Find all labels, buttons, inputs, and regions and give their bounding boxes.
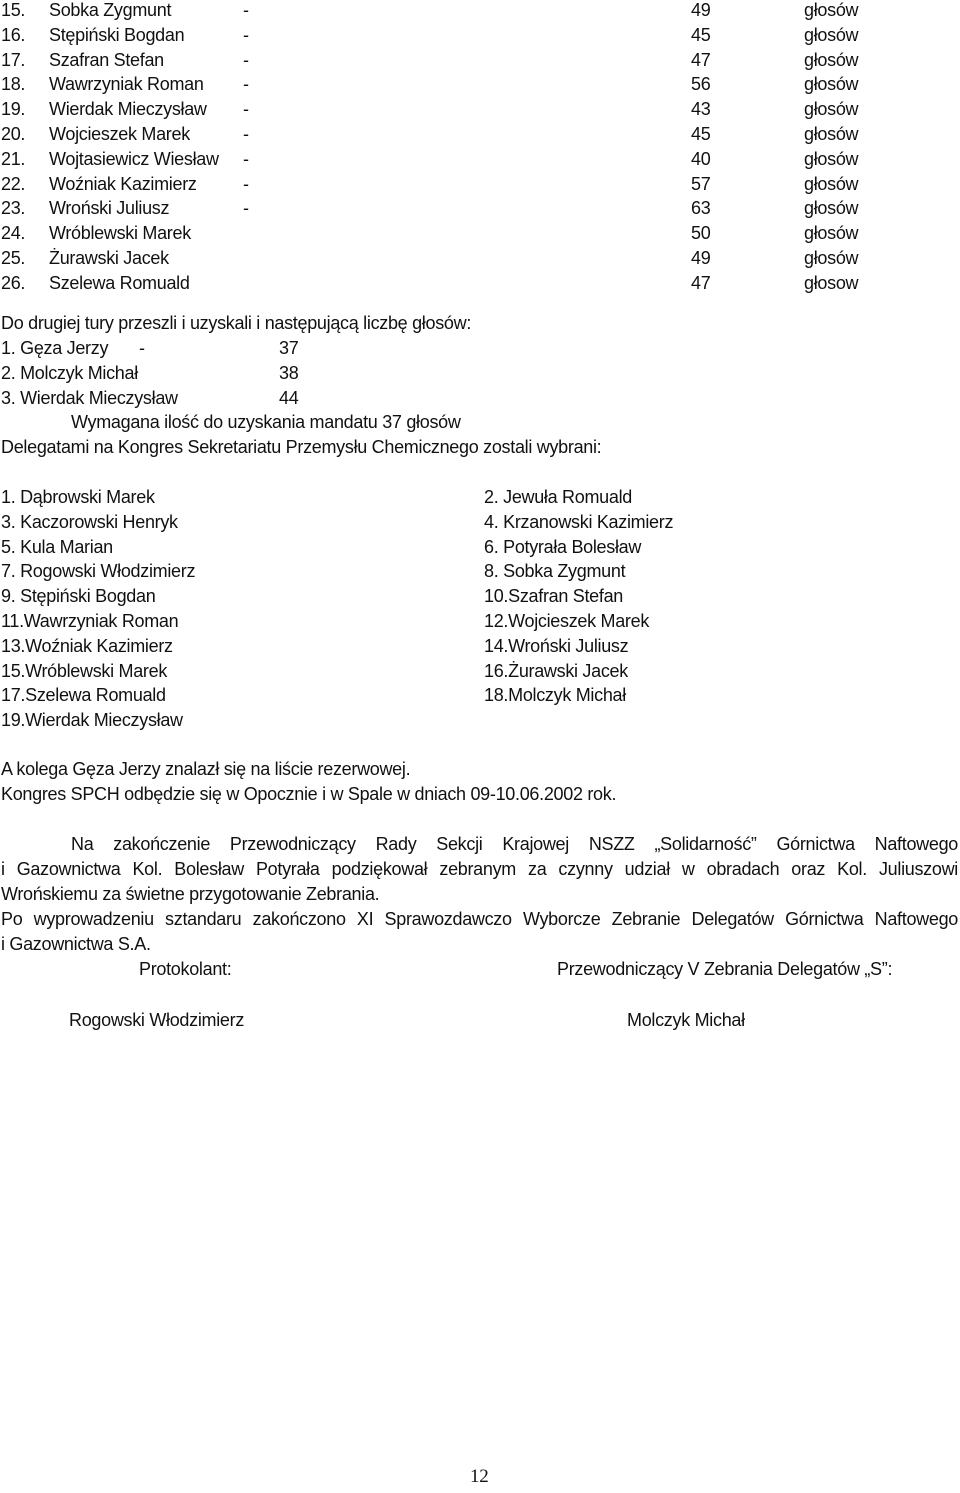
page-number: 12 xyxy=(470,1466,489,1487)
delegate-list-item: 6. Potyrała Bolesław xyxy=(484,536,642,557)
result-votes: 50 xyxy=(691,223,711,244)
delegate-list-item: 19.Wierdak Mieczysław xyxy=(1,710,183,731)
delegate-list-item: 2. Jewuła Romuald xyxy=(484,487,632,507)
result-votes-word: głosów xyxy=(804,173,859,194)
delegate-list-item: 7. Rogowski Włodzimierz xyxy=(1,561,196,582)
result-row xyxy=(0,74,960,99)
result-votes: 47 xyxy=(691,49,711,70)
result-row xyxy=(0,223,960,248)
result-votes-word: głosów xyxy=(804,49,859,70)
result-row xyxy=(0,50,960,75)
result-dash: - xyxy=(243,148,249,169)
second-round-votes: 38 xyxy=(279,362,299,383)
result-row xyxy=(0,198,960,223)
result-votes: 49 xyxy=(691,0,711,20)
second-round-name: 1. Gęza Jerzy xyxy=(1,338,109,358)
result-number: 24. xyxy=(1,223,26,244)
result-dash: - xyxy=(243,49,249,70)
result-dash: - xyxy=(243,198,249,219)
result-name: Wróblewski Marek xyxy=(49,223,191,244)
second-round-name: 2. Molczyk Michał xyxy=(1,362,138,383)
result-votes-word: głosów xyxy=(804,248,859,268)
delegate-list-item: 13.Woźniak Kazimierz xyxy=(1,635,173,656)
delegate-list-item: 14.Wroński Juliusz xyxy=(484,635,629,656)
reserve-note: A kolega Gęza Jerzy znalazł się na liście rezerwowej. xyxy=(1,759,411,779)
result-votes: 63 xyxy=(691,198,711,219)
result-number: 23. xyxy=(1,198,26,219)
result-number: 18. xyxy=(1,74,26,95)
result-votes: 47 xyxy=(691,272,711,293)
delegate-list-item: 5. Kula Marian xyxy=(1,536,113,557)
chairman-title: Przewodniczący V Zebrania Delegatów „S”: xyxy=(557,959,893,979)
result-votes-word: głosów xyxy=(804,99,859,120)
result-votes-word: głosów xyxy=(804,74,859,95)
result-votes-word: głosów xyxy=(804,0,859,20)
second-round-row xyxy=(0,338,960,363)
result-name: Wierdak Mieczysław xyxy=(49,99,207,120)
result-row xyxy=(0,99,960,124)
congress-note: Kongres SPCH odbędzie się w Opocznie i w Spale w dniach 09-10.06.2002 rok. xyxy=(1,784,617,804)
result-number: 17. xyxy=(1,49,26,70)
delegate-list-item: 8. Sobka Zygmunt xyxy=(484,561,626,582)
result-votes: 45 xyxy=(691,24,711,45)
delegate-list-item: 16.Żurawski Jacek xyxy=(484,660,628,681)
result-row xyxy=(0,124,960,149)
result-votes: 40 xyxy=(691,148,711,169)
result-votes: 56 xyxy=(691,74,711,95)
result-votes-word: głosów xyxy=(804,223,859,244)
result-dash: - xyxy=(243,24,249,45)
second-round-dash: - xyxy=(139,338,145,358)
result-votes-word: głosów xyxy=(804,124,859,144)
result-row xyxy=(0,149,960,174)
delegate-list-item: 12.Wojcieszek Marek xyxy=(484,611,650,631)
result-name: Wawrzyniak Roman xyxy=(49,74,204,95)
result-votes-word: głosów xyxy=(804,198,859,219)
second-round-row xyxy=(0,363,960,388)
result-name: Wroński Juliusz xyxy=(49,198,170,219)
protocol-writer-name: Rogowski Włodzimierz xyxy=(69,1010,245,1030)
closing-line-2: i Gazownictwa Kol. Bolesław Potyrała podziękował zebranym za czynny udział w obradach oraz Kol. Juliuszowi xyxy=(1,859,958,879)
result-name: Stępiński Bogdan xyxy=(49,24,185,45)
result-dash: - xyxy=(243,173,249,194)
second-round-votes: 37 xyxy=(279,338,299,358)
result-name: Szelewa Romuald xyxy=(49,272,190,293)
delegate-list-item: 15.Wróblewski Marek xyxy=(1,660,168,681)
delegate-list-item: 9. Stępiński Bogdan xyxy=(1,586,156,607)
result-name: Szafran Stefan xyxy=(49,49,164,70)
elected-intro: Delegatami na Kongres Sekretariatu Przemysłu Chemicznego zostali wybrani: xyxy=(1,437,602,457)
delegate-list-item: 11.Wawrzyniak Roman xyxy=(1,611,179,631)
result-dash: - xyxy=(243,124,249,144)
second-round-votes: 44 xyxy=(279,387,299,408)
result-number: 25. xyxy=(1,248,26,268)
second-round-intro: Do drugiej tury przeszli i uzyskali i następującą liczbę głosów: xyxy=(1,313,472,333)
result-row xyxy=(0,248,960,273)
result-row xyxy=(0,0,960,25)
result-votes-word: głosow xyxy=(804,272,859,293)
result-votes: 45 xyxy=(691,124,711,144)
delegate-list-item: 3. Kaczorowski Henryk xyxy=(1,511,178,532)
delegate-list-item: 4. Krzanowski Kazimierz xyxy=(484,511,674,532)
result-votes-word: głosów xyxy=(804,24,859,45)
result-votes: 49 xyxy=(691,248,711,268)
result-dash: - xyxy=(243,99,249,120)
result-number: 20. xyxy=(1,124,26,144)
delegate-list-item: 18.Molczyk Michał xyxy=(484,685,626,706)
delegate-list-item: 17.Szelewa Romuald xyxy=(1,685,166,706)
result-number: 15. xyxy=(1,0,26,20)
second-round-name: 3. Wierdak Mieczysław xyxy=(1,387,178,408)
closing-line-5: i Gazownictwa S.A. xyxy=(1,934,151,954)
result-number: 16. xyxy=(1,24,26,45)
closing-line-3: Wrońskiemu za świetne przygotowanie Zebrania. xyxy=(1,884,380,904)
result-name: Sobka Zygmunt xyxy=(49,0,172,20)
result-name: Wojtasiewicz Wiesław xyxy=(49,148,219,169)
delegate-list-item: 1. Dąbrowski Marek xyxy=(1,487,155,507)
result-row xyxy=(0,174,960,199)
result-dash: - xyxy=(243,74,249,95)
delegate-list-item: 10.Szafran Stefan xyxy=(484,586,623,607)
result-row xyxy=(0,25,960,50)
chairman-name: Molczyk Michał xyxy=(627,1010,745,1030)
result-number: 19. xyxy=(1,99,26,120)
result-votes-word: głosów xyxy=(804,148,859,169)
result-number: 22. xyxy=(1,173,26,194)
result-votes: 43 xyxy=(691,99,711,120)
closing-line-1: Na zakończenie Przewodniczący Rady Sekcji Krajowej NSZZ „Solidarność” Górnictwa Naftowego xyxy=(71,834,958,854)
result-name: Wojcieszek Marek xyxy=(49,124,190,144)
result-row xyxy=(0,273,960,298)
protocol-writer-title: Protokolant: xyxy=(139,959,232,979)
result-name: Żurawski Jacek xyxy=(49,248,169,268)
result-number: 21. xyxy=(1,148,26,169)
result-number: 26. xyxy=(1,272,26,293)
result-votes: 57 xyxy=(691,173,711,194)
result-name: Woźniak Kazimierz xyxy=(49,173,197,194)
result-dash: - xyxy=(243,0,249,20)
second-round-row xyxy=(0,388,960,413)
required-votes-note: Wymagana ilość do uzyskania mandatu 37 głosów xyxy=(71,412,461,432)
closing-line-4: Po wyprowadzeniu sztandaru zakończono XI Sprawozdawczo Wyborcze Zebranie Delegatów Górnictwa Naftowego xyxy=(1,909,958,929)
